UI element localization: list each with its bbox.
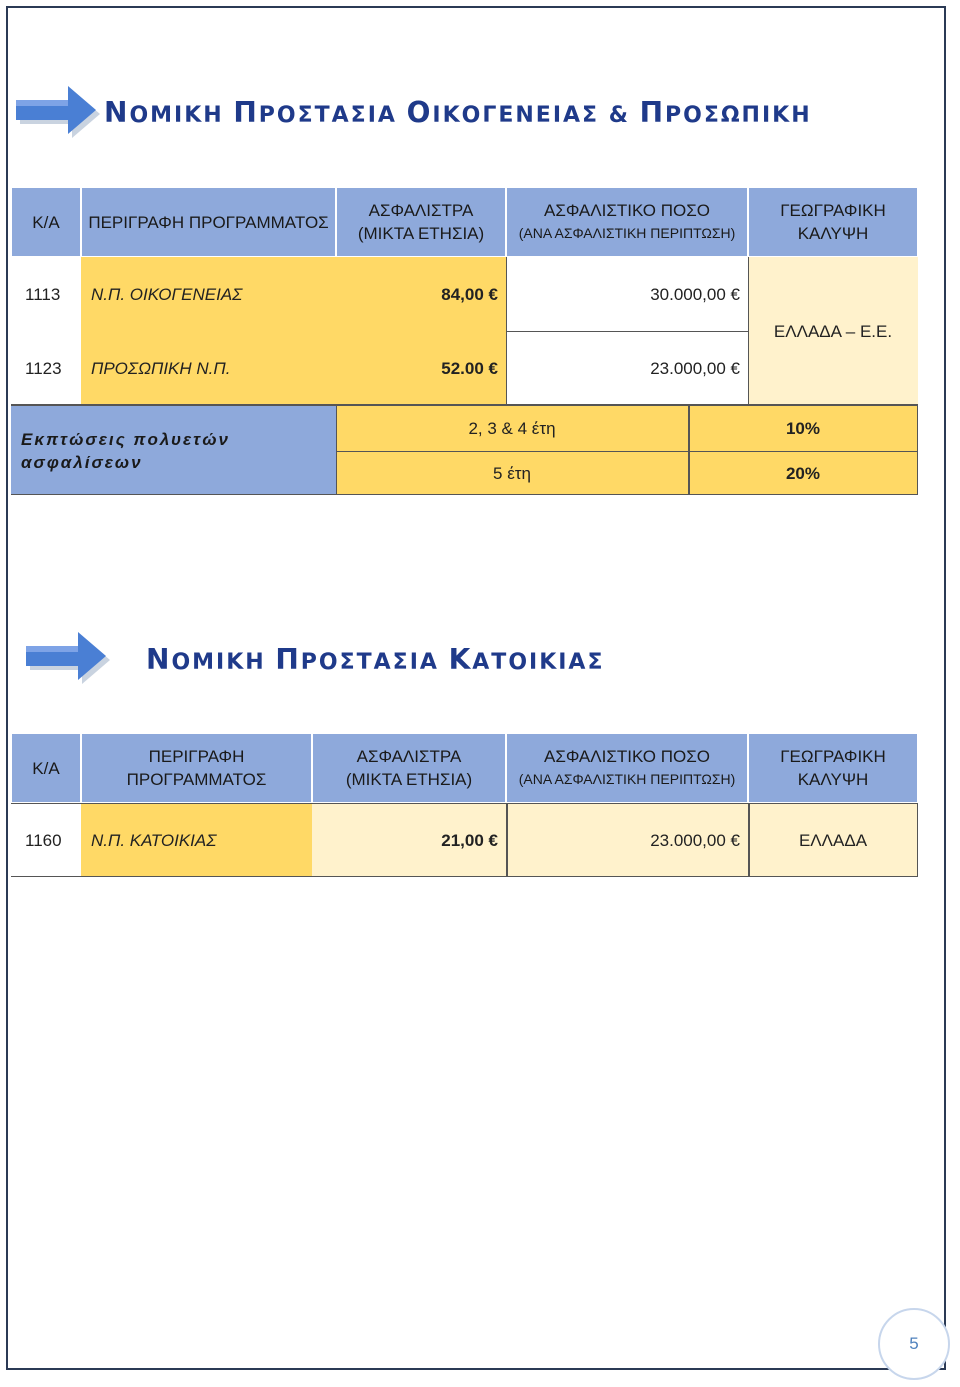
row-amount: 23.000,00 € — [506, 803, 748, 877]
divider — [748, 803, 750, 877]
row2-description: ΠΡΟΣΩΠΙΚΗ Ν.Π. — [81, 331, 336, 405]
divider — [336, 451, 918, 452]
header-description: ΠΕΡΙΓΡΑΦΗ ΠΡΟΓΡΑΜΜΑΤΟΣ — [81, 733, 312, 803]
discount-pct-1: 10% — [688, 406, 918, 451]
divider — [11, 494, 918, 495]
header-premium: ΑΣΦΑΛΙΣΤΡΑ (ΜΙΚΤΑ ΕΤΗΣΙΑ) — [312, 733, 506, 803]
header-insured-amount: ΑΣΦΑΛΙΣΤΙΚΟ ΠΟΣΟ (ΑΝΑ ΑΣΦΑΛΙΣΤΙΚΗ ΠΕΡΙΠΤΩΣΗ) — [506, 187, 748, 257]
arrow-right-icon — [14, 84, 104, 142]
divider — [336, 406, 337, 495]
header-coverage: ΓΕΩΓΡΑΦΙΚΗ ΚΑΛΥΨΗ — [748, 187, 918, 257]
header-ka: Κ/Α — [11, 733, 81, 803]
row-premium: 21,00 € — [312, 803, 506, 877]
coverage-cell: ΕΛΛΑΔΑ – Ε.Ε. — [748, 257, 918, 405]
divider — [748, 257, 749, 405]
divider — [506, 331, 748, 332]
row2-premium: 52.00 € — [336, 331, 506, 405]
divider — [688, 406, 690, 495]
row-description: Ν.Π. ΚΑΤΟΙΚΙΑΣ — [81, 803, 312, 877]
row-coverage: ΕΛΛΑΔΑ — [748, 803, 918, 877]
discount-label: Εκπτώσεις πολυετών ασφαλίσεων — [11, 406, 336, 495]
discount-years-1: 2, 3 & 4 έτη — [336, 406, 688, 451]
row2-code: 1123 — [11, 331, 81, 405]
row-code: 1160 — [11, 803, 81, 877]
section-title-home: ΝΟΜΙΚΗ ΠΡΟΣΤΑΣΙΑ ΚΑΤΟΙΚΙΑΣ — [146, 643, 605, 676]
row1-description: Ν.Π. ΟΙΚΟΓΕΝΕΙΑΣ — [81, 257, 336, 331]
divider — [917, 803, 918, 877]
header-coverage: ΓΕΩΓΡΑΦΙΚΗ ΚΑΛΥΨΗ — [748, 733, 918, 803]
section-title-family: ΝΟΜΙΚΗ ΠΡΟΣΤΑΣΙΑ ΟΙΚΟΓΕΝΕΙΑΣ & ΠΡΟΣΩΠΙΚΗ — [104, 96, 812, 129]
row2-amount: 23.000,00 € — [506, 331, 748, 405]
row1-premium: 84,00 € — [336, 257, 506, 331]
discount-pct-2: 20% — [688, 451, 918, 495]
row1-amount: 30.000,00 € — [506, 257, 748, 331]
header-ka: Κ/Α — [11, 187, 81, 257]
discount-years-2: 5 έτη — [336, 451, 688, 495]
page-number: 5 — [878, 1308, 950, 1380]
divider — [11, 876, 918, 877]
header-insured-amount: ΑΣΦΑΛΙΣΤΙΚΟ ΠΟΣΟ (ΑΝΑ ΑΣΦΑΛΙΣΤΙΚΗ ΠΕΡΙΠΤΩΣΗ) — [506, 733, 748, 803]
row1-code: 1113 — [11, 257, 81, 331]
divider — [11, 803, 918, 804]
header-premium: ΑΣΦΑΛΙΣΤΡΑ (ΜΙΚΤΑ ΕΤΗΣΙΑ) — [336, 187, 506, 257]
arrow-right-icon — [24, 630, 114, 688]
divider — [917, 406, 918, 495]
header-description: ΠΕΡΙΓΡΑΦΗ ΠΡΟΓΡΑΜΜΑΤΟΣ — [81, 187, 336, 257]
divider — [506, 803, 508, 877]
